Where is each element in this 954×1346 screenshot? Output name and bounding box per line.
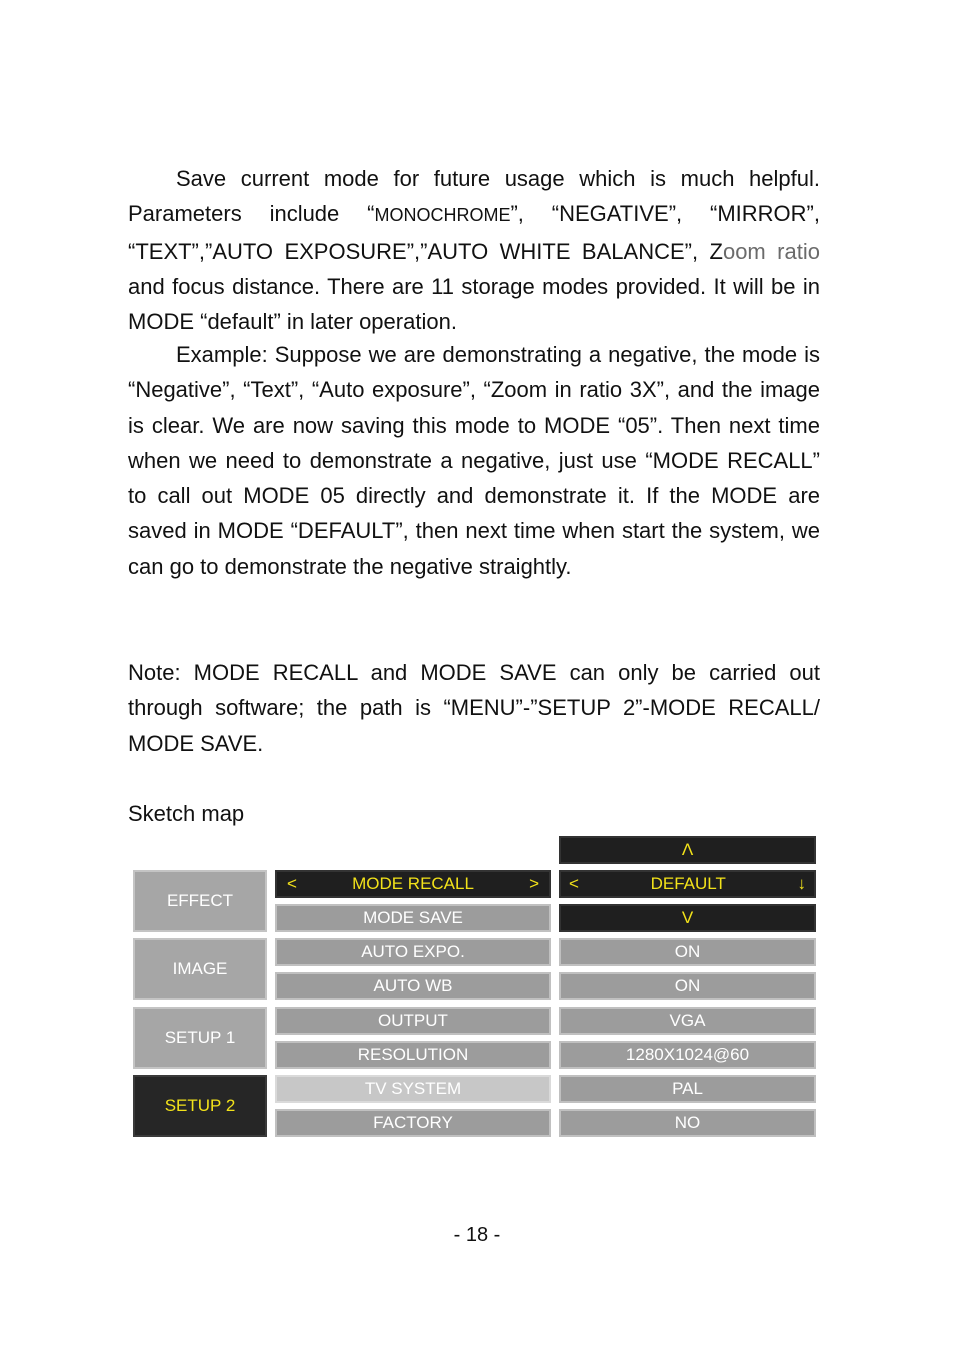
value-resolution[interactable]: 1280X1024@60	[559, 1041, 816, 1069]
paragraph-example: Example: Suppose we are demonstrating a negative, the mode is “Negative”, “Text”, “Auto exposure”, “Zoom in ratio 3X”, and the image is clear. We are now saving this mode to MODE “05”. Then next time when we need to demonstrate a negative, just use “MODE RECALL” to call out MODE 05 directly and demonstrate it. If the MODE are saved in MODE “DEFAULT”, then next time when start the system, we can go to demonstrate the negative straightly.	[128, 342, 820, 579]
menu-item-auto-expo[interactable]: AUTO EXPO.	[275, 938, 551, 966]
value-auto-expo[interactable]: ON	[559, 938, 816, 966]
menu-item-output[interactable]: OUTPUT	[275, 1007, 551, 1035]
menu-item-tv-system[interactable]: TV SYSTEM	[275, 1075, 551, 1103]
value-tv-system[interactable]: PAL	[559, 1075, 816, 1103]
menu-category-effect[interactable]: EFFECT	[133, 870, 267, 932]
menu-item-mode-recall[interactable]	[275, 870, 551, 898]
chevron-right-icon[interactable]: >	[529, 874, 539, 893]
scroll-down-icon[interactable]: V	[559, 904, 816, 932]
menu-category-setup-2[interactable]: SETUP 2	[133, 1075, 267, 1137]
menu-category-setup-1[interactable]: SETUP 1	[133, 1007, 267, 1069]
value-label-default: DEFAULT	[650, 874, 726, 893]
menu-item-auto-wb[interactable]: AUTO WB	[275, 972, 551, 1000]
menu-item-factory[interactable]: FACTORY	[275, 1109, 551, 1137]
arrow-down-icon[interactable]: ↓	[797, 874, 806, 893]
chevron-left-icon[interactable]: <	[569, 874, 579, 893]
menu-item-label: MODE RECALL	[352, 874, 474, 893]
scroll-up-icon[interactable]: Λ	[559, 836, 816, 864]
text-run-zoom-ratio: oom ratio	[722, 238, 820, 264]
text-run: Save current mode for future usage which is much helpful. Parameters include “	[128, 166, 820, 227]
value-factory[interactable]: NO	[559, 1109, 816, 1137]
value-auto-wb[interactable]: ON	[559, 972, 816, 1000]
page-number: - 18 -	[453, 1224, 501, 1246]
paragraph-note: Note: MODE RECALL and MODE SAVE can only be carried out through software; the path is “MENU”-”SETUP 2”-MODE RECALL/ MODE SAVE.	[128, 660, 820, 756]
paragraph-mode-save	[128, 161, 820, 339]
menu-item-mode-save[interactable]: MODE SAVE	[275, 904, 551, 932]
text-run: ”, “NEGATIVE”, “MIRROR”, “TEXT”,”AUTO EXPOSURE”,”AUTO WHITE BALANCE”, Z	[128, 201, 820, 264]
chevron-left-icon[interactable]: <	[287, 874, 297, 893]
sketch-map-label: Sketch map	[128, 801, 245, 826]
menu-item-resolution[interactable]: RESOLUTION	[275, 1041, 551, 1069]
value-mode-recall[interactable]	[559, 870, 816, 898]
menu-category-image[interactable]: IMAGE	[133, 938, 267, 1000]
text-run-monochrome: MONOCHROME	[374, 205, 511, 226]
text-run: and focus distance. There are 11 storage modes provided. It will be in MODE “default” in later operation.	[128, 273, 820, 335]
value-output[interactable]: VGA	[559, 1007, 816, 1035]
